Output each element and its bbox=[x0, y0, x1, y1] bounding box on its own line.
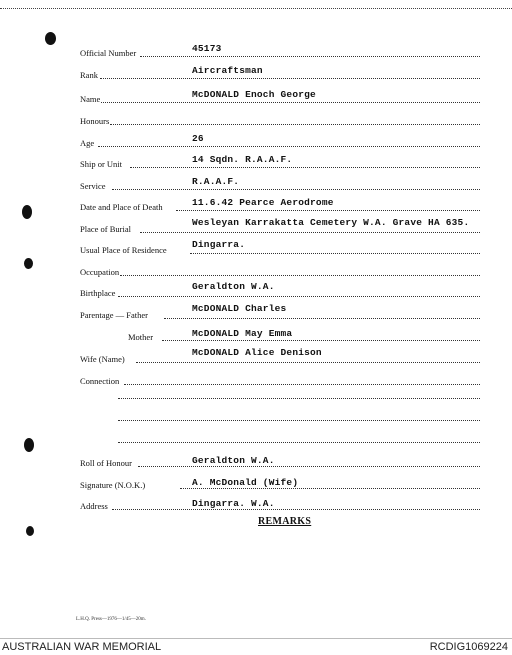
field-name bbox=[0, 89, 512, 104]
remarks-heading: REMARKS bbox=[258, 516, 312, 527]
field-value: 45173 bbox=[192, 43, 222, 54]
field-rank bbox=[0, 65, 512, 80]
dotted-line bbox=[164, 318, 480, 319]
field-label: Birthplace bbox=[80, 288, 116, 298]
archive-footer bbox=[0, 638, 512, 655]
field-label: Honours bbox=[80, 116, 110, 126]
field-label: Usual Place of Residence bbox=[80, 245, 167, 255]
field-label: Official Number bbox=[80, 48, 137, 58]
punch-hole-icon bbox=[45, 32, 56, 45]
field-value: McDONALD Alice Denison bbox=[192, 347, 322, 358]
field-value: McDONALD Enoch George bbox=[192, 89, 316, 100]
top-border bbox=[0, 8, 512, 9]
dotted-line bbox=[100, 78, 480, 79]
dotted-line bbox=[162, 340, 480, 341]
field-service bbox=[0, 176, 512, 191]
field-place-burial bbox=[0, 217, 512, 234]
field-value: McDONALD Charles bbox=[192, 303, 287, 314]
field-value: 11.6.42 Pearce Aerodrome bbox=[192, 197, 334, 208]
dotted-line bbox=[112, 509, 480, 510]
field-occupation bbox=[0, 265, 512, 277]
field-value: Wesleyan Karrakatta Cemetery W.A. Grave HA 635. bbox=[192, 217, 470, 228]
dotted-line bbox=[120, 275, 480, 276]
blank-line bbox=[118, 398, 480, 399]
dotted-line bbox=[138, 466, 480, 467]
dotted-line bbox=[130, 167, 480, 168]
field-address bbox=[0, 499, 512, 511]
blank-line bbox=[118, 442, 480, 443]
punch-hole-icon bbox=[24, 438, 34, 452]
field-roll-of-honour bbox=[0, 456, 512, 468]
dotted-line bbox=[98, 146, 480, 147]
field-label: Occupation bbox=[80, 267, 120, 277]
dotted-line bbox=[100, 102, 480, 103]
field-value: McDONALD May Emma bbox=[192, 328, 293, 339]
field-connection bbox=[0, 374, 512, 386]
field-value: Geraldton W.A. bbox=[192, 455, 275, 466]
field-label: Signature (N.O.K.) bbox=[80, 480, 146, 490]
field-value: R.A.A.F. bbox=[192, 176, 240, 187]
field-value: Dingarra. W.A. bbox=[192, 498, 275, 509]
field-birthplace bbox=[0, 281, 512, 298]
dotted-line bbox=[124, 384, 480, 385]
field-age bbox=[0, 133, 512, 148]
dotted-line bbox=[136, 362, 480, 363]
field-wife bbox=[0, 347, 512, 364]
field-value: Dingarra. bbox=[192, 239, 246, 250]
field-value: A. McDonald (Wife) bbox=[192, 477, 299, 488]
field-label: Date and Place of Death bbox=[80, 202, 163, 212]
dotted-line bbox=[176, 210, 480, 211]
field-value: 14 Sqdn. R.A.A.F. bbox=[192, 154, 293, 165]
field-label: Name bbox=[80, 94, 101, 104]
field-ship-unit bbox=[0, 154, 512, 169]
field-honours bbox=[0, 114, 512, 126]
field-usual-residence bbox=[0, 239, 512, 255]
field-date-place-death bbox=[0, 197, 512, 212]
dotted-line bbox=[118, 296, 480, 297]
dotted-line bbox=[190, 253, 480, 254]
blank-line bbox=[118, 420, 480, 421]
field-label: Parentage — Father bbox=[80, 310, 148, 320]
dotted-line bbox=[110, 124, 480, 125]
field-label: Roll of Honour bbox=[80, 458, 132, 468]
dotted-line bbox=[180, 488, 480, 489]
field-father bbox=[0, 303, 512, 320]
field-value: Aircraftsman bbox=[192, 65, 263, 76]
field-label: Mother bbox=[128, 332, 154, 342]
dotted-line bbox=[140, 232, 480, 233]
field-label: Rank bbox=[80, 70, 98, 80]
field-value: 26 bbox=[192, 133, 204, 144]
printer-imprint: L.H.Q. Press—1976—1/45—20m. bbox=[76, 617, 146, 622]
field-official-number bbox=[0, 43, 512, 58]
dotted-line bbox=[140, 56, 480, 57]
field-label: Ship or Unit bbox=[80, 159, 123, 169]
footer-record-id: RCDIG1069224 bbox=[429, 641, 508, 653]
field-label: Wife (Name) bbox=[80, 354, 125, 364]
field-label: Age bbox=[80, 138, 95, 148]
field-signature bbox=[0, 478, 512, 490]
punch-hole-icon bbox=[26, 526, 34, 536]
field-label: Connection bbox=[80, 376, 120, 386]
field-label: Service bbox=[80, 181, 106, 191]
field-mother bbox=[0, 330, 512, 342]
field-value: Geraldton W.A. bbox=[192, 281, 275, 292]
field-label: Address bbox=[80, 501, 108, 511]
dotted-line bbox=[112, 189, 480, 190]
footer-institution: AUSTRALIAN WAR MEMORIAL bbox=[2, 641, 162, 653]
field-label: Place of Burial bbox=[80, 224, 131, 234]
